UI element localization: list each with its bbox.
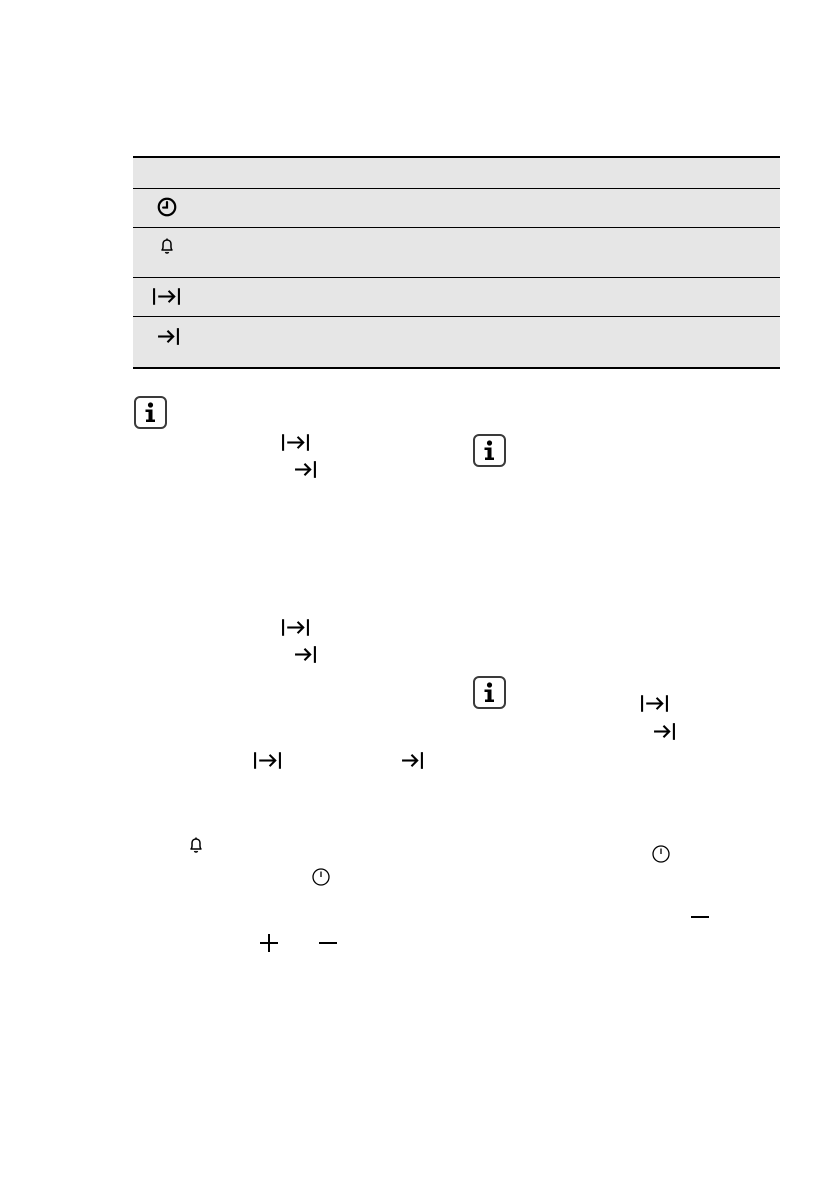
table-row — [133, 228, 780, 277]
clock-icon — [651, 844, 671, 864]
end-time-icon — [294, 644, 317, 665]
table-bottom-rule — [133, 367, 780, 369]
duration-icon — [253, 750, 282, 771]
bell-icon — [186, 835, 206, 855]
table-row — [133, 189, 780, 227]
table-row — [133, 278, 780, 316]
minus-icon — [318, 933, 338, 953]
duration-icon — [640, 693, 669, 714]
info-icon — [473, 676, 506, 709]
duration-icon — [281, 432, 310, 453]
table-row — [133, 317, 780, 367]
minus-icon — [690, 907, 710, 927]
end-time-icon — [157, 326, 180, 347]
plus-icon — [259, 933, 279, 953]
bell-icon — [157, 236, 177, 256]
info-icon — [473, 434, 506, 467]
duration-icon — [152, 286, 181, 307]
info-icon — [134, 396, 167, 429]
duration-icon — [281, 617, 310, 638]
end-time-icon — [653, 721, 676, 742]
clock-icon — [156, 196, 178, 218]
end-time-icon — [294, 459, 317, 480]
table-header-row — [133, 158, 780, 188]
end-time-icon — [401, 750, 424, 771]
clock-icon — [311, 867, 331, 887]
